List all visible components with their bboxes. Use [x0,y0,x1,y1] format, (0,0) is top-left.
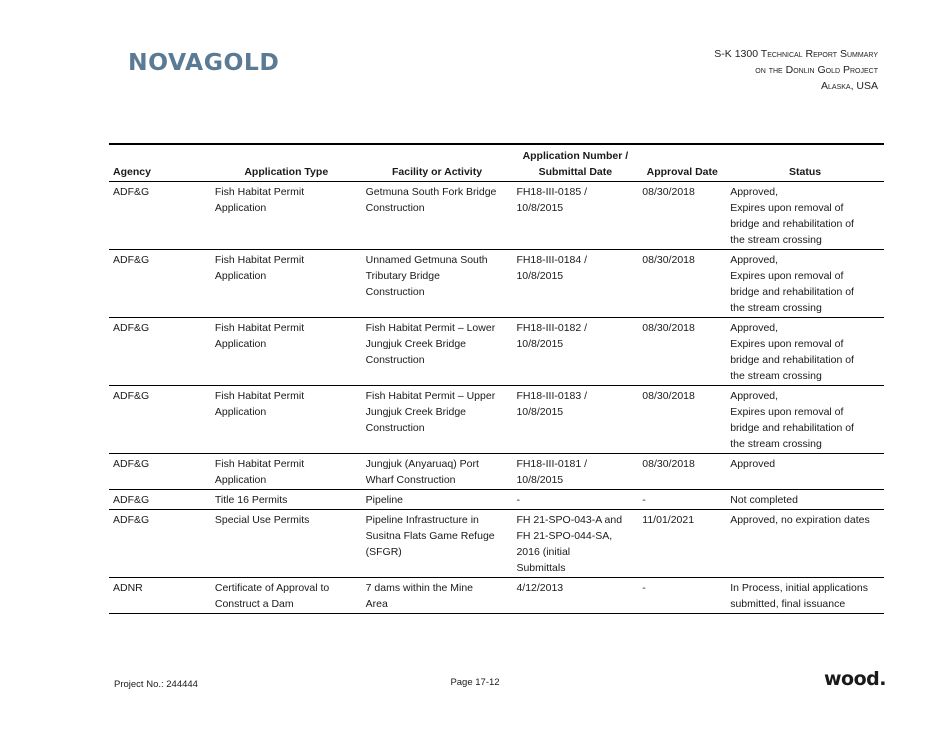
cell-line: Construction [365,202,425,214]
cell-application-type [211,454,362,490]
wood-logo: wood. [824,668,886,690]
cell-facility [362,250,513,318]
cell-line: Approved, [730,390,779,402]
cell-line: Fish Habitat Permit [214,186,305,198]
cell-facility [362,454,513,490]
header-status: Status [789,166,822,178]
cell-line: Expires upon removal of [730,338,844,350]
cell-line: submitted, final issuance [730,598,846,610]
cell-status [726,578,884,614]
cell-line: Not completed [730,494,798,506]
cell-application-number [512,182,638,250]
report-title-block [714,46,878,94]
cell-line: Fish Habitat Permit [214,390,305,402]
report-title-line: on the Donlin Gold Project [755,64,878,76]
cell-line: Application [214,406,267,418]
project-number: Project No.: 244444 [114,679,198,690]
cell-application-number [512,490,638,510]
cell-application-type [211,386,362,454]
cell-line: FH18-III-0181 / [516,458,588,470]
cell-status [726,318,884,386]
cell-line: Approved, [730,254,779,266]
cell-agency: ADF&G [113,494,150,506]
cell-status [726,510,884,578]
cell-application-number [512,386,638,454]
cell-line: FH18-III-0185 / [516,186,588,198]
cell-agency: ADF&G [113,514,150,526]
cell-agency: ADF&G [113,186,150,198]
cell-status [726,490,884,510]
cell-status [726,454,884,490]
cell-approval-date: - [642,582,646,594]
table-row [109,250,884,318]
cell-line: Pipeline Infrastructure in [365,514,479,526]
cell-application-type [211,510,362,578]
novagold-logo: NOVAGOLD [128,50,280,76]
cell-line: the stream crossing [730,234,822,246]
cell-agency: ADF&G [113,322,150,334]
cell-line: FH 21-SPO-044-SA, [516,530,613,542]
cell-application-type [211,318,362,386]
cell-line: Area [365,598,388,610]
header-facility: Facility or Activity [392,166,483,178]
header-approval-date: Approval Date [646,166,718,178]
cell-line: Fish Habitat Permit – Upper [365,390,496,402]
cell-application-type [211,578,362,614]
cell-line: Getmuna South Fork Bridge [365,186,497,198]
cell-line: the stream crossing [730,302,822,314]
cell-approval-date: 08/30/2018 [642,390,695,402]
cell-agency: ADF&G [113,390,150,402]
cell-line: 4/12/2013 [516,582,564,594]
cell-facility [362,510,513,578]
cell-line: Jungjuk (Anyaruaq) Port [365,458,479,470]
cell-line: Approved, no expiration dates [730,514,870,526]
cell-application-number [512,318,638,386]
cell-facility [362,490,513,510]
cell-line: Approved, [730,322,779,334]
cell-line: 10/8/2015 [516,270,564,282]
cell-approval-date: 08/30/2018 [642,254,695,266]
cell-line: Jungjuk Creek Bridge [365,338,467,350]
cell-application-number [512,250,638,318]
cell-facility [362,318,513,386]
cell-line: FH18-III-0182 / [516,322,588,334]
cell-application-number [512,578,638,614]
cell-line: Fish Habitat Permit [214,458,305,470]
cell-line: 10/8/2015 [516,474,564,486]
cell-line: Construction [365,286,425,298]
cell-facility [362,386,513,454]
cell-approval-date: - [642,494,646,506]
cell-line: Construct a Dam [214,598,294,610]
cell-line: Fish Habitat Permit – Lower [365,322,496,334]
cell-line: 2016 (initial [516,546,571,558]
cell-status [726,386,884,454]
table-row [109,454,884,490]
header-application-number [512,144,638,182]
cell-line: 7 dams within the Mine [365,582,474,594]
cell-line: FH 21-SPO-043-A and [516,514,623,526]
cell-line: bridge and rehabilitation of [730,422,854,434]
cell-approval-date: 11/01/2021 [642,514,695,526]
cell-line: Jungjuk Creek Bridge [365,406,467,418]
cell-line: Fish Habitat Permit [214,322,305,334]
header-agency: Agency [113,166,151,178]
cell-line: Wharf Construction [365,474,456,486]
cell-approval-date: 08/30/2018 [642,186,695,198]
cell-line: the stream crossing [730,370,822,382]
table-row [109,490,884,510]
cell-line: Application [214,270,267,282]
cell-line: (SFGR) [365,546,402,558]
cell-line: Application [214,202,267,214]
table-row [109,318,884,386]
cell-line: Expires upon removal of [730,406,844,418]
page-number: Page 17-12 [450,677,500,688]
cell-line: Special Use Permits [214,514,310,526]
cell-line: Construction [365,354,425,366]
cell-application-type [211,182,362,250]
cell-line: Fish Habitat Permit [214,254,305,266]
cell-line: Title 16 Permits [214,494,288,506]
cell-agency: ADF&G [113,254,150,266]
permits-table [109,143,884,614]
cell-application-number [512,510,638,578]
header-line: Application Number / [522,150,629,162]
report-title-line: S-K 1300 Technical Report Summary [714,48,878,60]
cell-line: bridge and rehabilitation of [730,218,854,230]
report-title-line: Alaska, USA [821,80,878,92]
cell-facility [362,182,513,250]
table-row [109,510,884,578]
cell-line: bridge and rehabilitation of [730,286,854,298]
cell-line: 10/8/2015 [516,202,564,214]
cell-status [726,250,884,318]
cell-status [726,182,884,250]
cell-agency: ADNR [113,582,143,594]
table-row [109,182,884,250]
cell-line: bridge and rehabilitation of [730,354,854,366]
table-header-row [109,144,884,182]
cell-agency: ADF&G [113,458,150,470]
cell-line: Certificate of Approval to [214,582,330,594]
cell-line: Application [214,474,267,486]
cell-line: Tributary Bridge [365,270,440,282]
cell-line: FH18-III-0184 / [516,254,588,266]
cell-approval-date: 08/30/2018 [642,458,695,470]
cell-line: Submittals [516,562,566,574]
cell-line: - [516,494,520,506]
cell-application-type [211,490,362,510]
header-line: Submittal Date [538,166,613,178]
cell-line: FH18-III-0183 / [516,390,588,402]
cell-line: Application [214,338,267,350]
cell-line: Unnamed Getmuna South [365,254,488,266]
table-row [109,386,884,454]
cell-line: Approved [730,458,776,470]
cell-line: Susitna Flats Game Refuge [365,530,495,542]
cell-line: Pipeline [365,494,404,506]
cell-application-number [512,454,638,490]
cell-line: Expires upon removal of [730,270,844,282]
header-application-type: Application Type [244,166,329,178]
cell-approval-date: 08/30/2018 [642,322,695,334]
cell-line: In Process, initial applications [730,582,868,594]
cell-line: Approved, [730,186,779,198]
cell-line: 10/8/2015 [516,406,564,418]
cell-line: the stream crossing [730,438,822,450]
cell-line: Construction [365,422,425,434]
cell-facility [362,578,513,614]
cell-line: 10/8/2015 [516,338,564,350]
cell-application-type [211,250,362,318]
cell-line: Expires upon removal of [730,202,844,214]
table-row [109,578,884,614]
